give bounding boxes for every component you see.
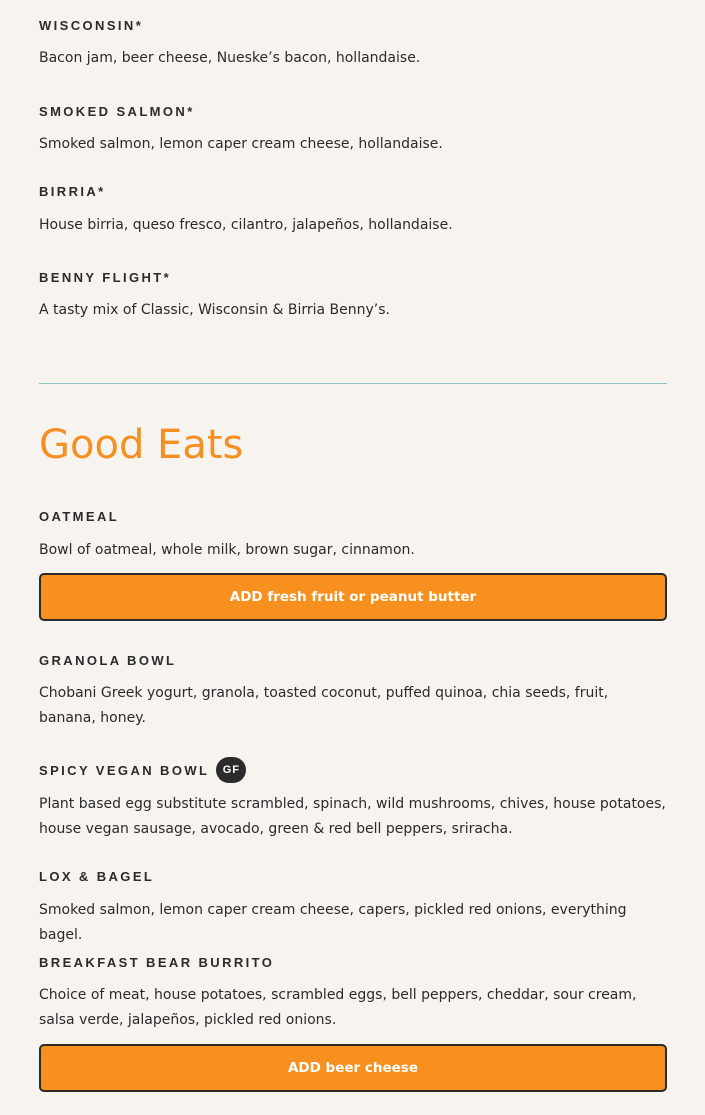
item-desc-spicy-vegan-bowl: Plant based egg substitute scrambled, spinach, wild mushrooms, chives, house potatoes, house vegan sausage, avocado, green & red bell peppers, sriracha. [39, 796, 666, 837]
item-desc-lox-bagel: Smoked salmon, lemon caper cream cheese, capers, pickled red onions, everything bagel. [39, 902, 627, 943]
section-title-good-eats: Good Eats [39, 422, 244, 468]
item-desc-wisconsin: Bacon jam, beer cheese, Nueske’s bacon, hollandaise. [39, 50, 421, 66]
item-title-benny-flight: BENNY FLIGHT* [39, 270, 172, 285]
item-title-smoked-salmon: SMOKED SALMON* [39, 104, 195, 119]
item-desc-benny-flight: A tasty mix of Classic, Wisconsin & Birria Benny’s. [39, 302, 390, 318]
item-title-lox-bagel: LOX & BAGEL [39, 869, 155, 884]
gluten-free-badge: GF [216, 757, 246, 783]
item-title-wisconsin: WISCONSIN* [39, 18, 144, 33]
item-desc-breakfast-bear-burrito: Choice of meat, house potatoes, scrambled eggs, bell peppers, cheddar, sour cream, salsa verde, jalapeños, pickled red onions. [39, 987, 637, 1028]
item-desc-oatmeal: Bowl of oatmeal, whole milk, brown sugar, cinnamon. [39, 542, 415, 558]
item-title-oatmeal: OATMEAL [39, 509, 120, 524]
item-title-granola-bowl: GRANOLA BOWL [39, 653, 177, 668]
item-desc-granola-bowl: Chobani Greek yogurt, granola, toasted coconut, puffed quinoa, chia seeds, fruit, banana, honey. [39, 685, 609, 726]
add-beer-cheese-button[interactable]: ADD beer cheese [39, 1044, 667, 1092]
add-fruit-peanut-butter-button[interactable]: ADD fresh fruit or peanut butter [39, 573, 667, 621]
item-desc-birria: House birria, queso fresco, cilantro, jalapeños, hollandaise. [39, 217, 453, 233]
item-title-birria: BIRRIA* [39, 184, 106, 199]
item-title-spicy-vegan-bowl-label: SPICY VEGAN BOWL [39, 762, 210, 778]
section-divider [39, 383, 667, 384]
item-desc-smoked-salmon: Smoked salmon, lemon caper cream cheese, hollandaise. [39, 136, 443, 152]
item-title-breakfast-bear-burrito: BREAKFAST BEAR BURRITO [39, 955, 275, 970]
item-title-spicy-vegan-bowl [39, 757, 246, 783]
